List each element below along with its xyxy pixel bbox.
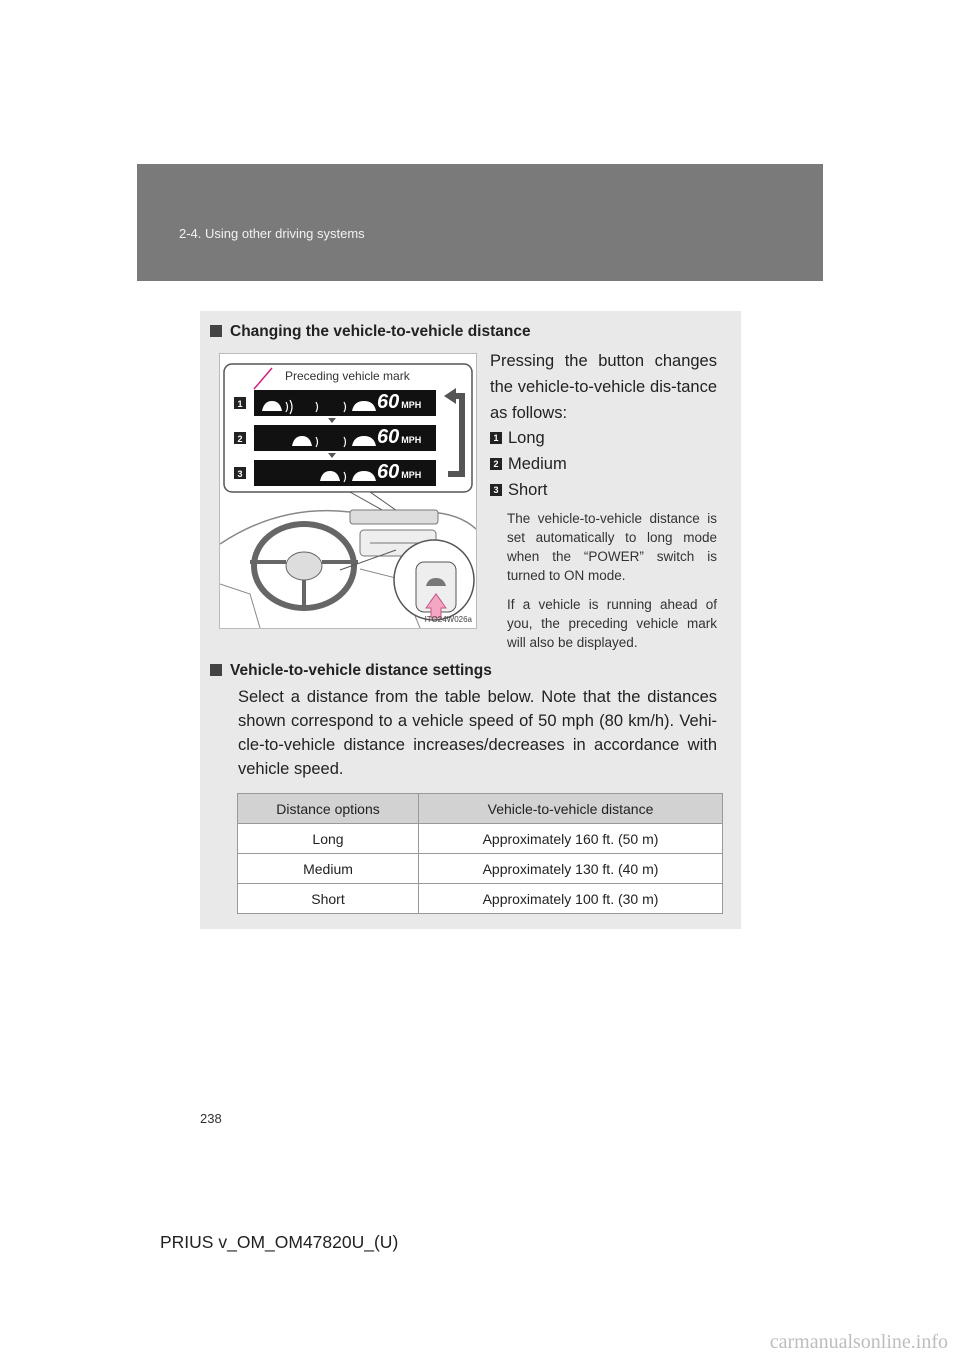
note-preceding-vehicle: If a vehicle is running ahead of you, the preceding vehicle mark will also be displayed. (507, 597, 717, 650)
intro-paragraph: Pressing the button changes the vehicle-to-vehicle dis-tance as follows: (490, 352, 717, 422)
settings-paragraph: Select a distance from the table below. Note that the distances shown correspond to a vehicle speed of 50 mph (80 km/h). Vehi-cle-to-vehicle distance increases/decreases in accordance with vehicle speed. (238, 688, 717, 778)
watermark: carmanualsonline.info (769, 1331, 948, 1353)
square-bullet-icon (210, 664, 222, 676)
number-3-icon: 3 (490, 484, 502, 496)
speed-readout-2: 60 MPH (377, 426, 422, 448)
illustration-code: ITO24W026a (424, 615, 472, 624)
speed-readout-3: 60 MPH (377, 461, 422, 483)
distance-illustration (219, 353, 477, 629)
speed-readout-1: 60 MPH (377, 391, 422, 413)
dashboard-diagram (220, 354, 476, 628)
svg-text:3: 3 (237, 469, 243, 479)
table-cell: Approximately 160 ft. (50 m) (419, 824, 723, 854)
table-row (238, 854, 723, 884)
header-vehicle-distance: Vehicle-to-vehicle distance (419, 794, 723, 824)
page-number: 238 (200, 1111, 222, 1126)
option-medium: 2 Medium (490, 451, 567, 477)
svg-text:1: 1 (237, 399, 243, 409)
table-cell: Long (238, 824, 419, 854)
svg-text:2: 2 (237, 434, 243, 444)
distance-table (237, 793, 723, 914)
distance-option-list (490, 425, 567, 503)
preceding-vehicle-callout: Preceding vehicle mark (285, 369, 410, 383)
option-short: 3 Short (490, 477, 567, 503)
number-2-icon: 2 (490, 458, 502, 470)
section-title: 2-4. Using other driving systems (179, 226, 365, 241)
header-band (137, 164, 823, 281)
table-cell: Approximately 130 ft. (40 m) (419, 854, 723, 884)
footer-doc-code: PRIUS v_OM_OM47820U_(U) (160, 1232, 399, 1252)
header-distance-options: Distance options (238, 794, 419, 824)
table-header-row (238, 794, 723, 824)
note-default-mode: The vehicle-to-vehicle distance is set automatically to long mode when the “POWER” switch is turned to ON mode. (507, 511, 717, 583)
table-row (238, 824, 723, 854)
heading-distance-settings: Vehicle-to-vehicle distance settings (210, 662, 492, 680)
table-cell: Approximately 100 ft. (30 m) (419, 884, 723, 914)
square-bullet-icon (210, 325, 222, 337)
heading-changing-distance: Changing the vehicle-to-vehicle distance (210, 323, 531, 341)
table-cell: Medium (238, 854, 419, 884)
table-cell: Short (238, 884, 419, 914)
table-row (238, 884, 723, 914)
number-1-icon: 1 (490, 432, 502, 444)
content-panel (200, 311, 741, 929)
option-long: 1 Long (490, 425, 567, 451)
